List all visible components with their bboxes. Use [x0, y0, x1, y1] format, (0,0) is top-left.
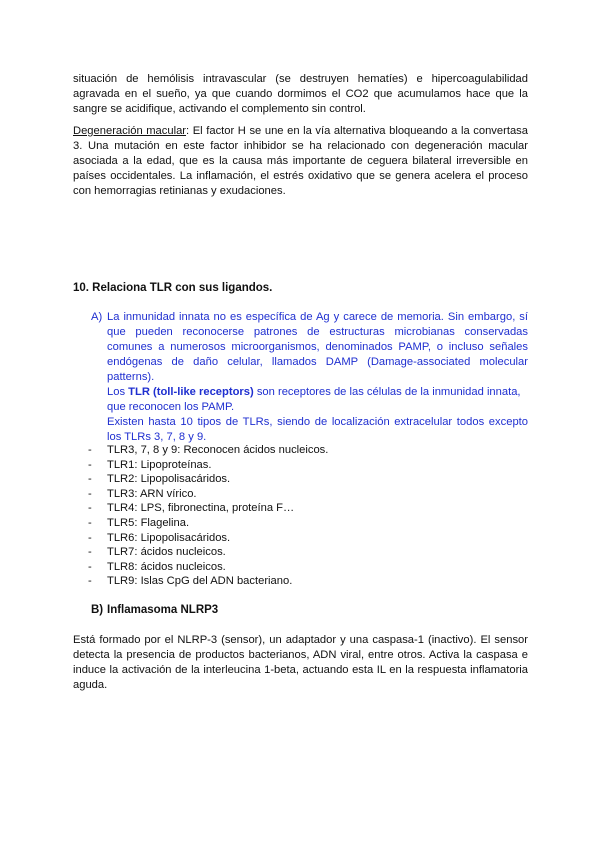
list-item: [73, 487, 528, 502]
list-dash: -: [88, 516, 92, 529]
list-dash: -: [88, 531, 92, 544]
list-item-text: TLR8: ácidos nucleicos.: [107, 560, 226, 573]
list-item: [73, 501, 528, 516]
list-dash: -: [88, 458, 92, 471]
list-item-text: TLR3: ARN vírico.: [107, 487, 197, 500]
list-item: [73, 545, 528, 560]
list-item-text: TLR5: Flagelina.: [107, 516, 190, 529]
list-item-text: TLR2: Lipopolisacáridos.: [107, 473, 231, 486]
section-a-marker: A): [91, 311, 103, 323]
macular-term: Degeneración macular: [73, 125, 187, 137]
macular-paragraph: [73, 124, 528, 199]
macular-text: : El factor H se une en la vía alternativa bloqueando a la convertasa 3. Una mutación en este factor inhibidor se ha relacionado con degeneración macular asociada a la edad, que es la causa más importante de ceguera bilateral irreversible en países occidentales. La inflamación, el estrés oxidativo que se genera acelera el proceso con hemorragias retinianas y exudaciones.: [73, 125, 528, 197]
list-item: [73, 458, 528, 473]
list-dash: -: [88, 473, 92, 486]
list-item-text: TLR9: Islas CpG del ADN bacteriano.: [107, 575, 293, 588]
list-item-text: TLR3, 7, 8 y 9: Reconocen ácidos nucleicos.: [107, 444, 329, 456]
list-item: [73, 516, 528, 531]
list-item-text: TLR7: ácidos nucleicos.: [107, 546, 226, 559]
section-b-marker: B): [91, 604, 104, 616]
list-dash: -: [88, 575, 92, 588]
section-b-item: [73, 603, 528, 618]
section-a-paragraph-3: Existen hasta 10 tipos de TLRs, siendo de localización extracelular todos excepto los TLRs 3, 7, 8 y 9.: [107, 416, 528, 443]
section-b-heading: [73, 603, 528, 618]
section-b-paragraph: Está formado por el NLRP-3 (sensor), un adaptador y una caspasa-1 (inactivo). El sensor detecta la presencia de productos bacterianos, ADN viral, entre otros. Activa la caspasa e induce la activación de la interleucina 1-beta, actuando esta IL en la respuesta inflamatoria aguda.: [73, 634, 528, 691]
list-item-text: TLR4: LPS, fibronectina, proteína F…: [107, 502, 295, 515]
list-item: [73, 472, 528, 487]
list-dash: -: [88, 502, 92, 515]
list-dash: -: [88, 487, 92, 500]
section-a-paragraph-1: La inmunidad innata no es específica de Ag y carece de memoria. Sin embargo, sí que pueden reconocerse patrones de estructuras microbianas conservadas comunes a numerosos microorganismos, denominados PAMP, o incluso señales endógenas de daño celular, llamados DAMP (Damage-associated molecular patterns).: [107, 311, 528, 383]
section-b-title: Inflamasoma NLRP3: [107, 604, 219, 616]
list-item: [73, 443, 528, 458]
tlr-ligand-list: [73, 443, 528, 589]
list-item: [73, 574, 528, 589]
tlr-prefix: Los: [107, 386, 129, 398]
tlr-suffix: son receptores de las células de la inmunidad innata, que reconocen los PAMP.: [107, 386, 521, 413]
list-item: [73, 531, 528, 546]
list-dash: -: [88, 444, 92, 456]
list-item-text: TLR6: Lipopolisacáridos.: [107, 531, 231, 544]
question-heading: 10. Relaciona TLR con sus ligandos.: [73, 282, 273, 294]
section-a: [73, 310, 528, 445]
tlr-bold-term: TLR (toll-like receptors): [128, 386, 254, 398]
list-item-text: TLR1: Lipoproteínas.: [107, 458, 212, 471]
list-dash: -: [88, 546, 92, 559]
list-dash: -: [88, 560, 92, 573]
intro-paragraph: situación de hemólisis intravascular (se destruyen hematíes) e hipercoagulabilidad agravada en el sueño, ya que cuando dormimos el CO2 que acumulamos hace que la sangre se acidifique, activando el complemento sin control.: [73, 73, 528, 115]
list-item: [73, 560, 528, 575]
section-a-item: [73, 310, 528, 445]
section-a-paragraph-2: [107, 385, 528, 415]
